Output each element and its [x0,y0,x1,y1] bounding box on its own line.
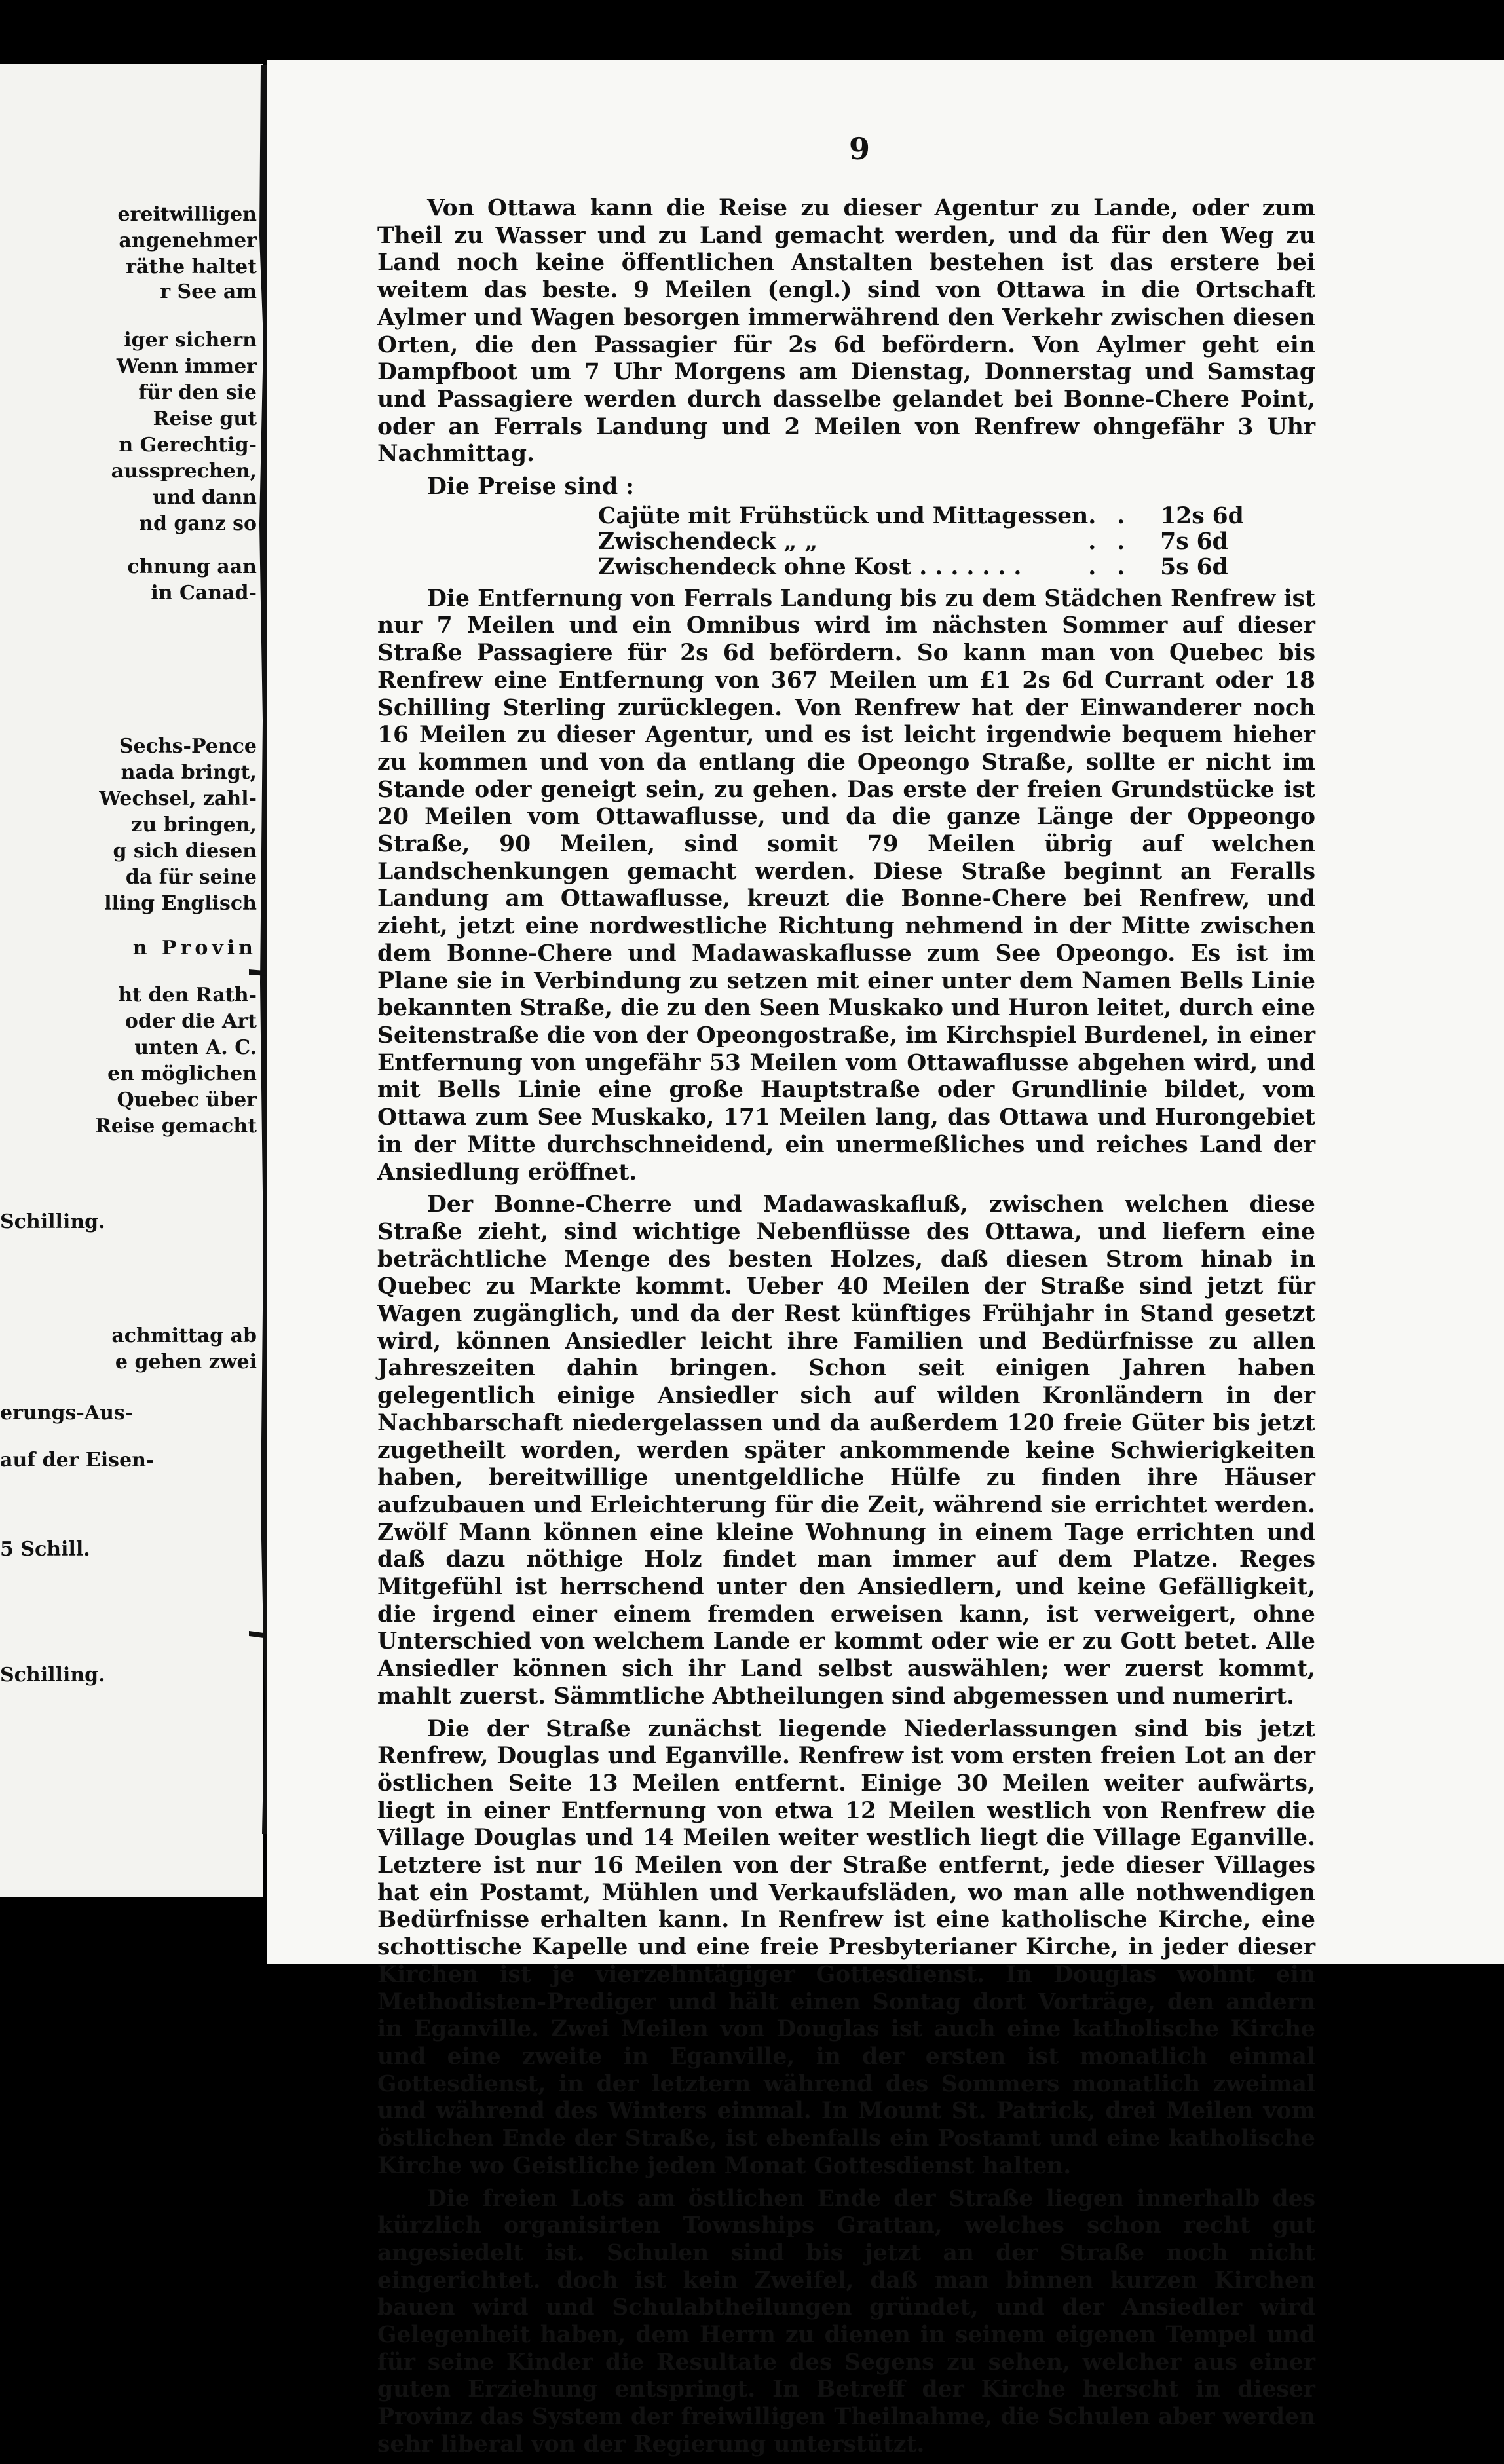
price-row [598,504,1244,529]
left-fragment: Schilling. [0,1210,105,1233]
left-fragment: r See am [160,280,257,303]
left-fragment: oder die Art [124,1010,257,1033]
price-row [598,555,1244,580]
left-fragment: Sechs-Pence [119,735,257,758]
left-fragment: nd ganz so [139,512,257,535]
left-fragment: lling Englisch [104,892,257,915]
left-fragment: n Provin [132,937,257,960]
paragraph-settlements: Die der Straße zunächst liegende Niederlassungen sind bis jetzt Renfrew, Douglas und Eganville. Renfrew ist vom ersten freien Lot an der östlichen Seite 13 Meilen entfernt. Einige 30 Meilen weiter aufwärts, liegt in einer Entfernung von etwa 12 Meilen westlich von Renfrew die Village Douglas und 14 Meilen weiter westlich liegt die Village Eganville. Letztere ist nur 16 Meilen von der Straße entfernt, jede dieser Villages hat ein Postamt, Mühlen und Verkaufsläden, wo man alle nothwendigen Bedürfnisse erhalten kann. In Renfrew ist eine katholische Kirche, eine schottische Kapelle und eine freie Presbyterianer Kirche, in jeder dieser Kirchen ist je vierzehntägiger Gottesdienst. In Douglas wohnt ein Methodisten-Prediger und hält einen Sontag dort Vorträge, den andern in Eganville. Zwei Meilen von Douglas ist auch eine katholische Kirche und eine zweite in Eganville, in der ersten ist monatlich einmal Gottesdienst, in der letztern während des Sommers monatlich zweimal und während des Winters einmal. In Mount St. Patrick, drei Meilen vom östlichen Ende der Straße, ist ebenfalls ein Postamt und eine katholische Kirche wo Geistliche jeden Monat Gottesdienst halten. [377,1715,1315,2179]
price-table [598,504,1244,580]
price-row [598,529,1244,555]
paragraph-distance: Die Entfernung von Ferrals Landung bis zu dem Städchen Renfrew ist nur 7 Meilen und ein Omnibus wird im nächsten Sommer auf dieser Straße Passagiere für 2s 6d befördern. So kann man von Quebec bis Renfrew eine Entfernung von 367 Meilen um £1 2s 6d Currant oder 18 Schilling Sterling zurücklegen. Von Renfrew hat der Einwanderer noch 16 Meilen zu dieser Agentur, und es ist leicht irgendwie bequem hieher zu kommen und von da entlang die Opeongo Straße, sollte er nicht im Stande oder geneigt sein, zu gehen. Das erste der freien Grundstücke ist 20 Meilen vom Ottawaflusse, und da die ganze Länge der Oppeongo Straße, 90 Meilen, sind somit 79 Meilen übrig auf welchen Landschenkungen gemacht werden. Diese Straße beginnt an Feralls Landung am Ottawaflusse, kreuzt die Bonne-Chere bei Renfrew, und zieht, jetzt eine nordwestliche Richtung nehmend in der Mitte zwischen dem Bonne-Chere und Madawaskaflusse zum See Opeongo. Es ist im Plane sie in Verbindung zu setzen mit einer unter dem Namen Bells Linie bekannten Straße, die zu den Seen Muskako und Huron leitet, durch eine Seitenstraße die von der Opeongostraße, im Kirchspiel Burdenel, in einer Entfernung von ungefähr 53 Meilen vom Ottawaflusse abgehen wird, und mit Bells Linie eine große Hauptstraße oder Grundlinie bildet, vom Ottawa zum See Muskako, 171 Meilen lang, das Ottawa und Hurongebiet in der Mitte durchschneidend, ein unermeßliches und reiches Land der Ansiedlung eröffnet. [377,585,1315,1185]
paragraph-schools: Die freien Lots am östlichen Ende der Straße liegen innerhalb des kürzlich organisirten Townships Grattan, welches schon recht gut angesiedelt ist. Schulen sind bis jetzt an der Straße noch nicht eingerichtet. doch ist kein Zweifel, daß man binnen kurzen Kirchen bauen wird und Schulabtheilungen gründet, und der Ansiedler wird Gelegenheit haben, dem Herrn zu dienen in seinem eigenen Tempel und für seine Kinder die Resultate des Segens zu sehen, welcher aus einer guten Erziehung entspringt. In Betreff der Kirche herscht in dieser Provinz das System der freiwilligen Theilnahme, die Schulen aber werden sehr liberal von der Regierung unterstützt. [377,2185,1315,2457]
body-text [377,195,1315,2464]
paragraph-rivers: Der Bonne-Cherre und Madawaskafluß, zwischen welchen diese Straße zieht, sind wichtige Nebenflüsse des Ottawa, und liefern eine beträchtliche Menge des besten Holzes, daß diesen Strom hinab in Quebec zu Markte kommt. Ueber 40 Meilen der Straße sind jetzt für Wagen zugänglich, und da der Rest künftiges Frühjahr in Stand gesetzt wird, können Ansiedler leicht ihre Familien und Bedürfnisse zu allen Jahreszeiten dahin bringen. Schon seit einigen Jahren haben gelegentlich einige Ansiedler sich auf wilden Kronländern in der Nachbarschaft niedergelassen und da außerdem 120 freie Güter bis jetzt zugetheilt worden, werden später ankommende keine Schwierigkeiten haben, bereitwillige unentgeldliche Hülfe zu finden ihre Häuser aufzubauen und Erleichterung für die Zeit, während sie errichtet werden. Zwölf Mann können eine kleine Wohnung in einem Tage errichten und daß dazu nöthige Holz findet man immer auf dem Platze. Reges Mitgefühl ist herrschend unter den Ansiedlern, und keine Gefälligkeit, die irgend einer einem fremden erweisen kann, ist verweigert, ohne Unterschied von welchem Lande er kommt oder wie er zu Gott betet. Alle Ansiedler können sich ihr Land selbst auswählen; wer zuerst kommt, mahlt zuerst. Sämmtliche Abtheilungen sind abgemessen und numerirt. [377,1191,1315,1709]
left-fragment: für den sie [138,381,257,404]
left-fragment: und dann [152,486,257,509]
left-fragment: 5 Schill. [0,1538,90,1561]
left-fragment: auf der Eisen- [0,1449,155,1472]
left-fragment: Wechsel, zahl- [99,787,257,810]
left-fragment: Schilling. [0,1664,105,1687]
price-dots: . . [1088,502,1132,529]
left-fragment: ereitwilligen [117,203,257,226]
paragraph-travel: Von Ottawa kann die Reise zu dieser Agentur zu Lande, oder zum Theil zu Wasser und zu Land gemacht werden, und da für den Weg zu Land noch keine öffentlichen Anstalten bestehen ist das erstere bei weitem das beste. 9 Meilen (engl.) sind von Ottawa in die Ortschaft Aylmer und Wagen besorgen immerwährend den Verkehr zwischen diesen Orten, die den Passagier für 2s 6d befördern. Von Aylmer geht ein Dampfboot um 7 Uhr Morgens am Dienstag, Donnerstag und Samstag und Passagiere werden durch dasselbe gelandet bei Bonne-Chere Point, oder an Ferrals Landung und 2 Meilen von Renfrew ohngefähr 3 Uhr Nachmittag. [377,195,1315,468]
left-fragment: Reise gemacht [94,1115,257,1138]
left-fragment: achmittag ab [111,1324,257,1347]
left-fragment: unten A. C. [134,1036,257,1059]
left-fragment: Quebec über [117,1089,257,1111]
price-dots: . . [1088,553,1132,580]
left-fragment: n Gerechtig- [119,434,257,457]
left-fragment: aussprechen, [111,460,257,483]
price-label: Cajüte mit Frühstück und Mittagessen [598,502,1089,529]
price-value: 7s 6d [1160,528,1228,555]
price-dots: . . [1088,528,1132,555]
left-fragment: g sich diesen [113,840,257,863]
left-fragment: räthe haltet [126,255,257,278]
left-fragment: erungs-Aus- [0,1402,134,1425]
left-fragment: zu bringen, [131,813,257,836]
price-value: 5s 6d [1160,553,1228,580]
left-fragment: e gehen zwei [115,1351,257,1373]
left-fragment: en möglichen [107,1062,257,1085]
left-fragment: chnung aan [127,555,257,578]
price-label: Zwischendeck ohne Kost . . . . . . . [598,553,1022,580]
left-page-edge [0,64,263,1897]
price-value: 12s 6d [1160,502,1244,529]
price-intro: Die Preise sind : [427,474,635,500]
left-fragment: da für seine [125,866,257,889]
page-number: 9 [849,131,871,166]
left-fragment: iger sichern [124,329,257,352]
price-label: Zwischendeck „ „ [598,528,818,555]
left-fragment: Wenn immer [116,355,257,378]
left-fragment: nada bringt, [121,761,257,784]
left-fragment: Reise gut [153,407,257,430]
left-fragment: angenehmer [119,229,257,252]
left-fragment: in Canad- [151,582,257,605]
left-fragment: ht den Rath- [118,984,257,1007]
